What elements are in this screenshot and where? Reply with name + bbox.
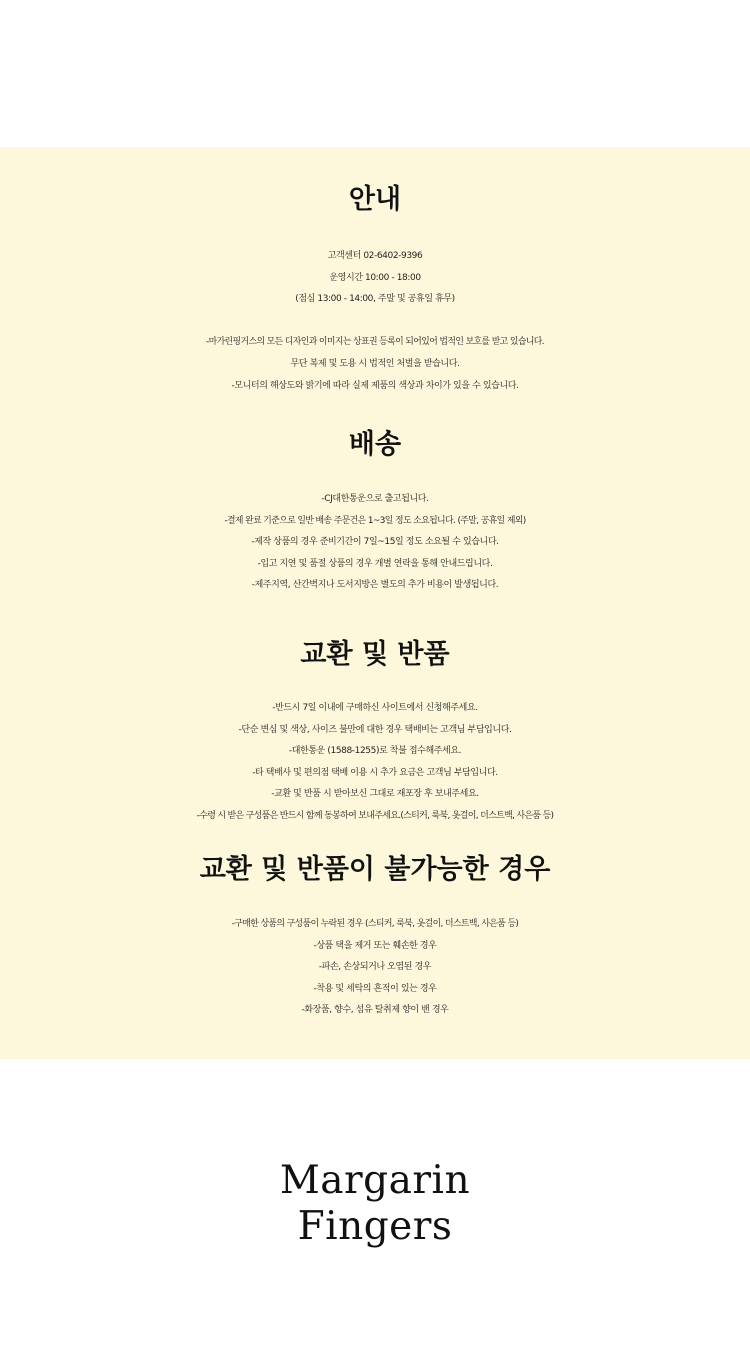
notice-line: -모니터의 해상도와 밝기에 따라 실제 제품의 색상과 차이가 있을 수 있습니다. [231, 380, 519, 391]
shipping-line: -제주지역, 산간벽지나 도서지방은 별도의 추가 비용이 발생됩니다. [251, 580, 499, 591]
brand-logo [0, 1158, 750, 1250]
notice-line: -마가린핑거스의 모든 디자인과 이미지는 상표권 등록이 되어있어 법적인 보호를 받고 있습니다. [206, 337, 544, 348]
unavailable-title: 교환 및 반품이 불가능한 경우 [199, 854, 551, 885]
unavailable-line: -구매한 상품의 구성품이 누락된 경우 (스티커, 룩북, 옷걸이, 더스트백, 사은품 등) [231, 919, 519, 929]
shipping-info [0, 489, 750, 597]
shipping-line: -CJ대한통운으로 출고됩니다. [321, 494, 429, 504]
brand-logo-line1: Margarin [279, 1158, 471, 1203]
spacer [0, 311, 750, 333]
contact-break: (점심 13:00 - 14:00, 주말 및 공휴일 휴무) [295, 294, 455, 305]
exchange-line: -타 택배사 및 편의점 택배 이용 시 추가 요금은 고객님 부담입니다. [252, 767, 498, 778]
unavailable-info [0, 914, 750, 1022]
guide-info [0, 246, 750, 397]
shipping-line: -입고 지연 및 품절 상품의 경우 개별 연락을 통해 안내드립니다. [257, 558, 493, 569]
guide-title: 안내 [348, 184, 402, 215]
notice-line: 무단 복제 및 도용 시 법적인 처벌을 받습니다. [290, 358, 460, 369]
unavailable-line: -착용 및 세탁의 흔적이 있는 경우 [313, 983, 437, 994]
brand-logo-line2: Fingers [297, 1204, 453, 1249]
unavailable-line: -상품 택을 제거 또는 훼손한 경우 [313, 940, 437, 951]
exchange-title: 교환 및 반품 [300, 639, 450, 670]
exchange-line: -단순 변심 및 색상, 사이즈 불만에 대한 경우 택배비는 고객님 부담입니다. [238, 724, 512, 735]
contact-phone: 고객센터 02-6402-9396 [327, 251, 423, 261]
exchange-line: -대한통운 (1588-1255)로 착불 접수해주세요. [288, 746, 462, 757]
exchange-line: -수령 시 받은 구성품은 반드시 함께 동봉하여 보내주세요.(스티커, 룩북, 옷걸이, 더스트백, 사은품 등) [196, 810, 554, 821]
shipping-line: -결제 완료 기준으로 일반 배송 주문건은 1~3일 정도 소요됩니다. (주말, 공휴일 제외) [224, 515, 526, 526]
shipping-line: -제작 상품의 경우 준비기간이 7일~15일 정도 소요될 수 있습니다. [251, 537, 499, 548]
contact-hours: 운영시간 10:00 - 18:00 [329, 272, 421, 283]
exchange-info [0, 698, 750, 828]
unavailable-line: -파손, 손상되거나 오염된 경우 [318, 962, 432, 973]
unavailable-line: -화장품, 향수, 섬유 탈취제 향이 밴 경우 [301, 1005, 449, 1016]
exchange-line: -교환 및 반품 시 받아보신 그대로 재포장 후 보내주세요. [271, 789, 479, 800]
exchange-line: -반드시 7일 이내에 구매하신 사이트에서 신청해주세요. [272, 703, 478, 713]
shipping-title: 배송 [348, 429, 402, 460]
